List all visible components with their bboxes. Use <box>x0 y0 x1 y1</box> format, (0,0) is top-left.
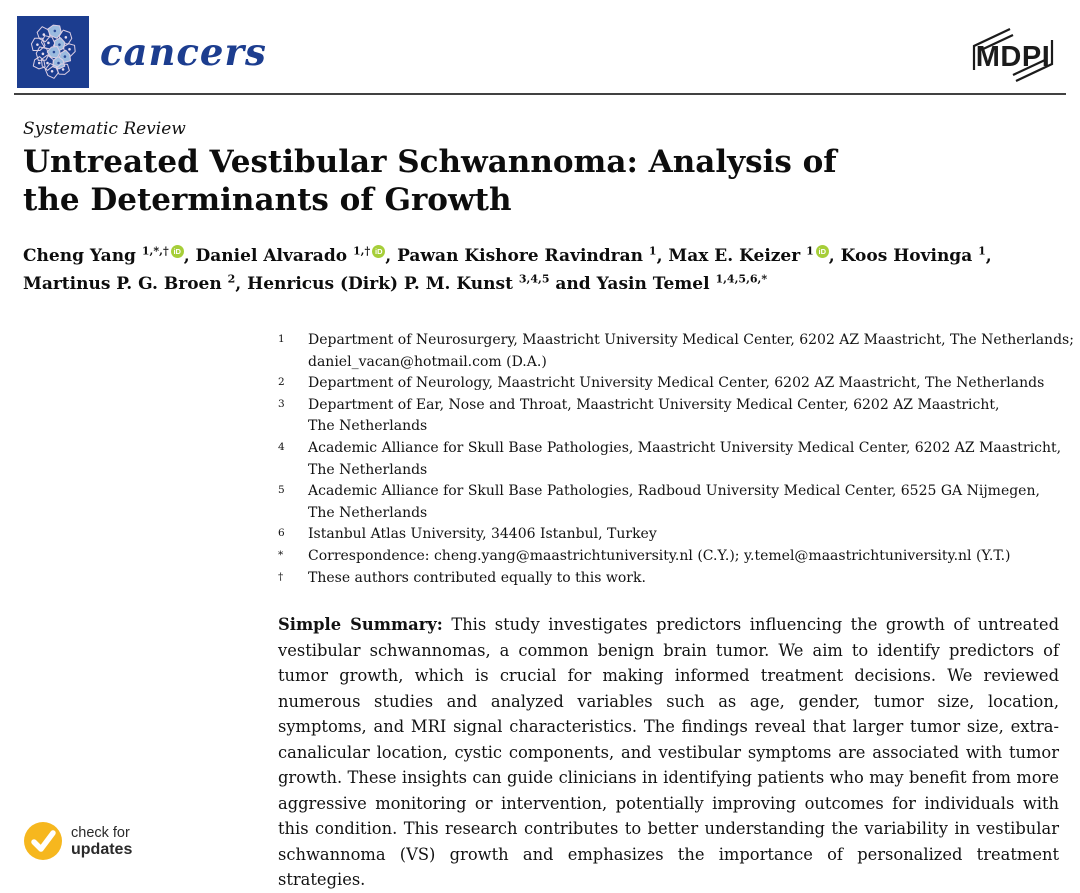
affiliation-line: Department of Neurosurgery, Maastricht University Medical Center, 6202 AZ Maastricht, The Netherlands; <box>308 332 1074 348</box>
author-name: Martinus P. G. Broen <box>23 273 222 294</box>
author-affiliation-sup: 1 <box>648 244 657 258</box>
cancer-cells-icon <box>20 19 86 85</box>
affiliation-text <box>308 546 1068 568</box>
affiliation-text <box>308 330 1074 373</box>
author-affiliation-sup: 1 <box>806 244 814 258</box>
affiliation-text <box>308 373 1068 395</box>
affiliation-marker: 5 <box>278 484 285 497</box>
summary-text: This study investigates predictors influencing the growth of untreated vestibular schwannomas, a common benign brain tumor. We aim to identify predictors of tumor growth, which is crucial for making informed treatment decisions. We reviewed numerous studies and analyzed variables such as age, gender, tumor size, location, symptoms, and MRI signal characteristics. The findings reveal that larger tumor size, extra-canalicular location, cystic components, and vestibular symptoms are associated with tumor growth. These insights can guide clinicians in identifying patients who may benefit from more aggressive monitoring or intervention, potentially improving outcomes for individuals with this condition. This research contributes to better understanding the variability in vestibular schwannoma (VS) growth and emphasizes the importance of personalized treatment strategies. <box>278 615 1059 889</box>
affiliation-row <box>278 481 1068 524</box>
author <box>23 246 184 266</box>
affiliation-row <box>278 395 1068 438</box>
affiliation-line: Academic Alliance for Skull Base Pathologies, Radboud University Medical Center, 6525 GA Nijmegen, <box>308 483 1040 500</box>
summary-label: Simple Summary: <box>278 615 443 634</box>
author <box>247 271 550 294</box>
affiliation-line: daniel_vacan@hotmail.com (D.A.) <box>308 353 547 370</box>
check-for-updates-badge[interactable] <box>24 822 132 860</box>
affiliation-list <box>278 330 1074 589</box>
author-name: Koos Hovinga <box>840 246 973 266</box>
affiliation-line: Correspondence: cheng.yang@maastrichtuniversity.nl (C.Y.); y.temel@maastrichtuniversity.nl (Y.T.) <box>308 547 1011 564</box>
author <box>397 246 657 266</box>
affiliation-row <box>278 438 1068 481</box>
affiliation-line: The Netherlands <box>308 504 428 521</box>
affiliation-text <box>308 481 1068 524</box>
author-affiliation-sup: 1,† <box>352 244 371 258</box>
author-affiliation-sup: 2 <box>227 271 236 285</box>
author <box>668 246 828 266</box>
affiliation-marker: * <box>278 548 284 561</box>
author-affiliation-sup: 3,4,5 <box>518 271 550 285</box>
article-type-label: Systematic Review <box>23 119 186 139</box>
orcid-icon[interactable]: iD <box>372 245 385 258</box>
affiliation-line: Academic Alliance for Skull Base Pathologies, Maastricht University Medical Center, 6202 AZ Maastricht, <box>308 439 1062 456</box>
affiliation-row <box>278 373 1068 395</box>
author-affiliation-sup: 1 <box>978 244 986 258</box>
badge-text <box>71 825 132 858</box>
affiliation-line: The Netherlands <box>308 418 428 435</box>
affiliation-marker: 4 <box>278 440 285 453</box>
journal-wordmark: cancers <box>100 30 267 74</box>
author-name: Max E. Keizer <box>668 246 801 266</box>
author <box>596 271 768 294</box>
author-name: Henricus (Dirk) P. M. Kunst <box>247 273 513 294</box>
author-list: Cheng Yang $^{1,*,\dagger}$ iD , Daniel Alvarado $^{1,\dagger}$ iD , Pawan Kishore Ravindran $^1$, Max E. Keizer $^1$ iD , Koos Hovinga $^1$, Martinus P. G. Broen $^2$, Henricus (Dirk) P. M. Kunst $^{3,4,5}$ and Yasin Temel $^{1,4,5,6,*}$ <box>23 244 992 294</box>
affiliation-marker: 2 <box>278 376 285 389</box>
badge-line2: updates <box>71 840 133 858</box>
affiliation-row <box>278 546 1068 568</box>
affiliation-line: Department of Ear, Nose and Throat, Maastricht University Medical Center, 6202 AZ Maastricht, <box>308 396 1000 413</box>
author-name: Daniel Alvarado <box>195 246 348 266</box>
author-name: Pawan Kishore Ravindran <box>397 246 643 266</box>
affiliation-text <box>308 524 1068 546</box>
orcid-icon[interactable]: iD <box>816 245 829 258</box>
affiliation-text <box>308 438 1068 481</box>
orcid-icon[interactable]: iD <box>171 245 184 258</box>
simple-summary <box>278 612 1059 893</box>
affiliation-line: Department of Neurology, Maastricht University Medical Center, 6202 AZ Maastricht, The Netherlands <box>308 375 1045 392</box>
journal-logo <box>17 16 89 88</box>
affiliation-line: Istanbul Atlas University, 34406 Istanbul, Turkey <box>308 526 657 543</box>
author <box>841 246 986 266</box>
check-icon <box>24 822 62 860</box>
mdpi-logo <box>964 24 1062 86</box>
affiliation-marker: † <box>278 570 284 583</box>
affiliation-marker: 1 <box>278 333 285 345</box>
affiliation-row <box>278 330 1074 373</box>
affiliation-row <box>278 524 1068 546</box>
affiliation-line: These authors contributed equally to this work. <box>308 569 646 586</box>
author-name: Cheng Yang <box>23 246 136 266</box>
author-affiliation-sup: 1,4,5,6,* <box>715 271 768 285</box>
affiliation-text <box>308 395 1068 438</box>
affiliation-text <box>308 568 1068 590</box>
header-divider <box>14 93 1066 95</box>
author <box>23 271 236 294</box>
author <box>196 246 386 266</box>
author-name: Yasin Temel <box>596 273 710 294</box>
badge-line1: check for <box>71 824 130 841</box>
article-title: Untreated Vestibular Schwannoma: Analysis of the Determinants of Growth <box>23 144 837 218</box>
author-affiliation-sup: 1,*,† <box>141 244 169 258</box>
affiliation-marker: 3 <box>278 397 285 410</box>
affiliation-row <box>278 568 1068 590</box>
mdpi-logo-text: MDPI <box>975 41 1051 73</box>
affiliation-marker: 6 <box>278 527 285 540</box>
affiliation-line: The Netherlands <box>308 461 428 478</box>
